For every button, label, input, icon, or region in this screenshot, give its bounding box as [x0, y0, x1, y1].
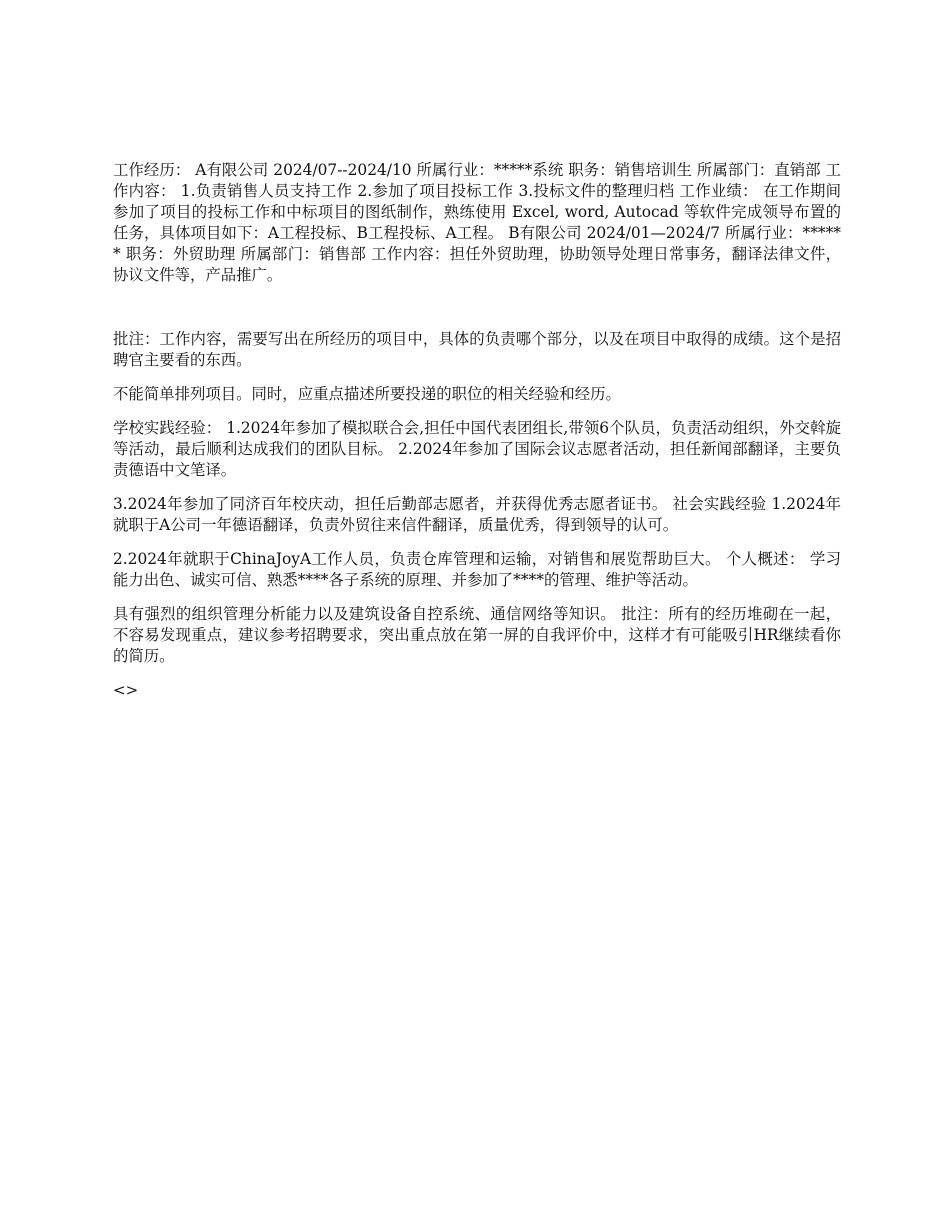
document-page [113, 160, 841, 701]
personal-summary-paragraph: 2.2024年就职于ChinaJoyA工作人员，负责仓库管理和运输，对销售和展览帮助巨大。 个人概述： 学习能力出色、诚实可信、熟悉****各子系统的原理、并参加了****的管理、维护等活动。 [113, 550, 841, 589]
work-experience-paragraph: 工作经历： A有限公司 2024/07--2024/10 所属行业：*****系统 职务：销售培训生 所属部门：直销部 工作内容： 1.负责销售人员支持工作 2.参加了项目投标工作 3.投标文件的整理归档 工作业绩： 在工作期间参加了项目的投标工作和中标项目的图纸制作，熟练使用 Excel, word, Autocad 等软件完成领导布置的任务，具体项目如下：A工程投标、B工程投标、A工程。 B有限公司 2024/01—2024/7 所属行业：****** 职务：外贸助理 所属部门：销售部 工作内容：担任外贸助理，协助领导处理日常事务，翻译法律文件，协议文件等，产品推广。 [113, 161, 841, 284]
comment-summary-paragraph: 具有强烈的组织管理分析能力以及建筑设备自控系统、通信网络等知识。 批注：所有的经历堆砌在一起，不容易发现重点，建议参考招聘要求，突出重点放在第一屏的自我评价中，这样才有可能吸引HR继续看你的简历。 [113, 605, 841, 665]
comment-work-content-paragraph: 批注：工作内容，需要写出在所经历的项目中，具体的负责哪个部分，以及在项目中取得的成绩。这个是招聘官主要看的东西。 [113, 330, 841, 369]
school-practice-paragraph: 学校实践经验： 1.2024年参加了模拟联合会,担任中国代表团组长,带领6个队员，负责活动组织，外交斡旋等活动，最后顺利达成我们的团队目标。 2.2024年参加了国际会议志愿者活动，担任新闻部翻译，主要负责德语中文笔译。 [113, 419, 841, 479]
page-trailer-text: <> [113, 681, 139, 699]
social-practice-paragraph: 3.2024年参加了同济百年校庆动，担任后勤部志愿者，并获得优秀志愿者证书。 社会实践经验 1.2024年就职于A公司一年德语翻译，负责外贸往来信件翻译，质量优秀，得到领导的认可。 [113, 495, 841, 534]
advice-paragraph: 不能简单排列项目。同时，应重点描述所要投递的职位的相关经验和经历。 [113, 385, 621, 403]
